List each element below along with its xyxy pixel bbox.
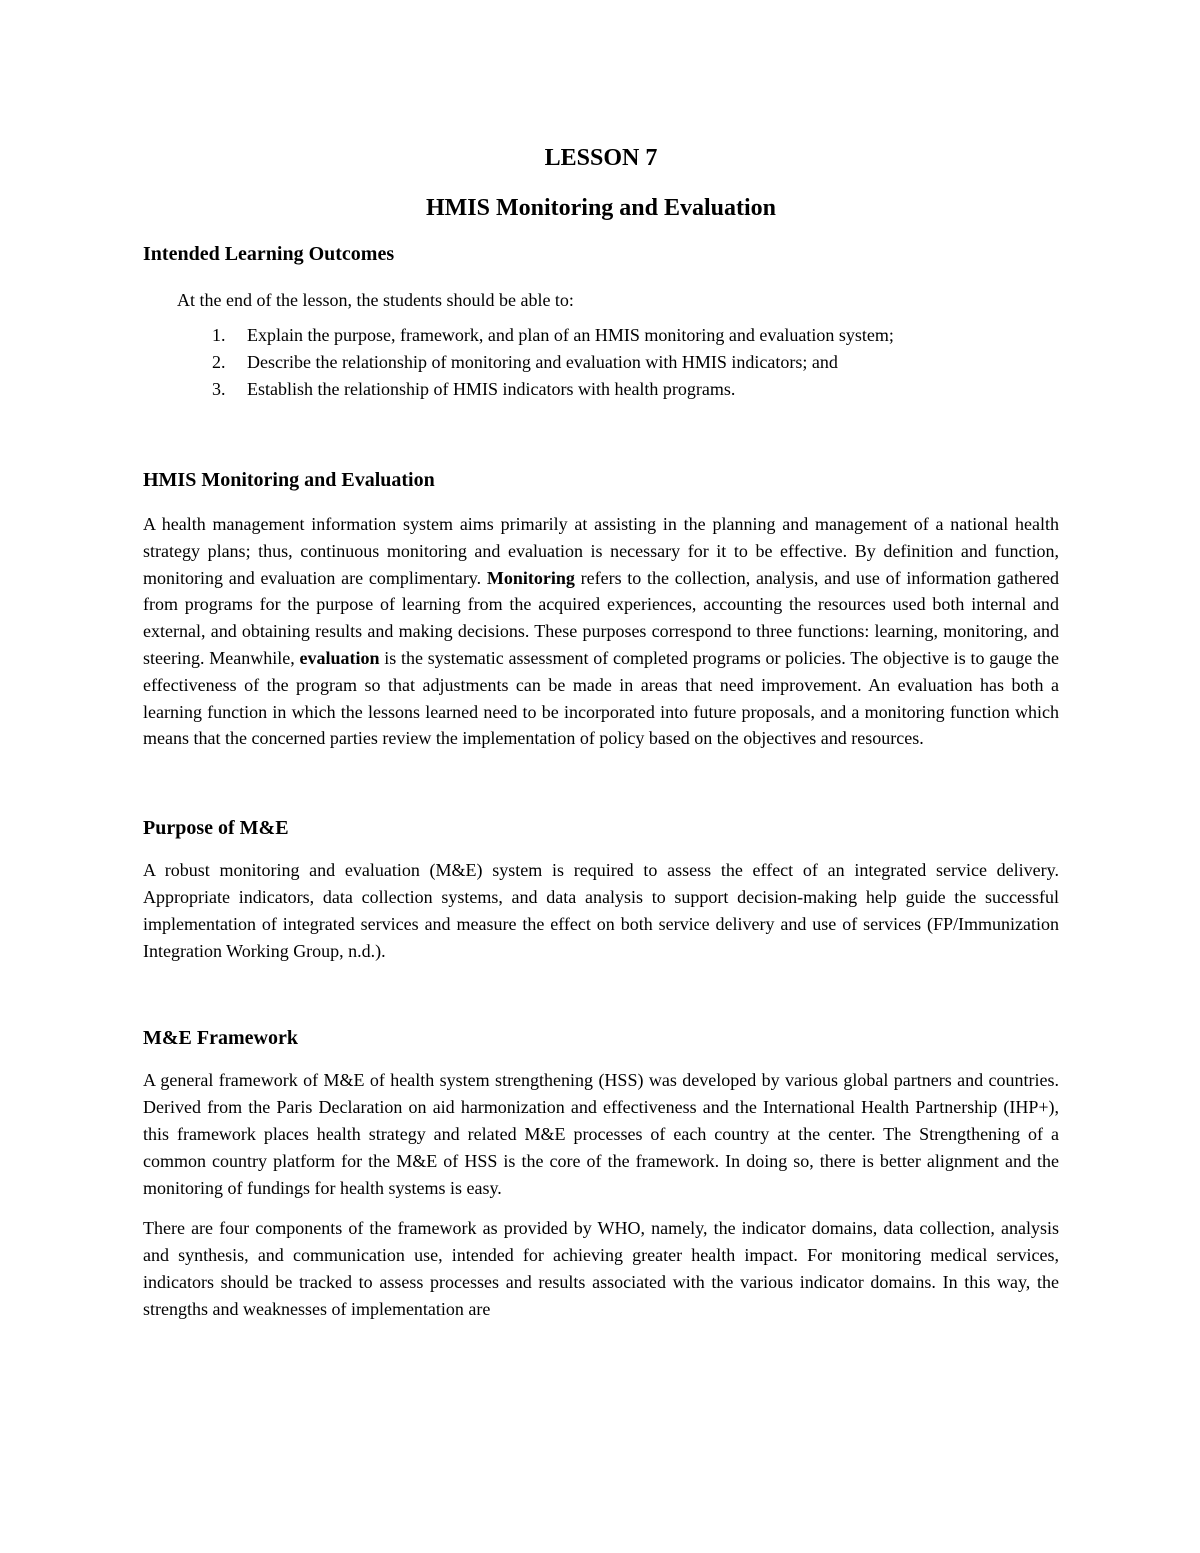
- lesson-title: HMIS Monitoring and Evaluation: [425, 195, 777, 221]
- list-item: [143, 322, 1059, 349]
- text-run: refers to the collection, analysis, and use of information gathered from programs for the purpose of learning from the acquired experiences, accounting the resources used both internal and external, and obtaining results and making decisions. These purposes correspond to three functions: learning, monitoring, and steering. Meanwhile,: [143, 567, 1059, 668]
- outcomes-list: [143, 322, 1059, 403]
- section-heading-me: HMIS Monitoring and Evaluation: [143, 469, 435, 491]
- list-item: [143, 376, 1059, 403]
- list-item-number: 1.: [212, 325, 226, 345]
- section-me-paragraph: [143, 511, 1059, 752]
- list-item: [143, 349, 1059, 376]
- lesson-label: LESSON 7: [544, 145, 658, 171]
- ilo-intro: At the end of the lesson, the students should be able to:: [177, 290, 574, 310]
- section-heading-purpose: Purpose of M&E: [143, 817, 289, 840]
- ilo-heading: Intended Learning Outcomes: [143, 243, 395, 265]
- term-monitoring: Monitoring: [486, 567, 575, 588]
- list-item-text: Explain the purpose, framework, and plan of an HMIS monitoring and evaluation system;: [247, 325, 894, 345]
- section-heading-framework: M&E Framework: [143, 1027, 298, 1050]
- section-framework-paragraph-1: A general framework of M&E of health system strengthening (HSS) was developed by various global partners and countries. Derived from the Paris Declaration on aid harmonization and effectiveness and the International Health Partnership (IHP+), this framework places health strategy and related M&E processes of each country at the center. The Strengthening of a common country platform for the M&E of HSS is the core of the framework. In doing so, there is better alignment and the monitoring of fundings for health systems is easy.: [143, 1070, 1059, 1198]
- section-purpose-paragraph: A robust monitoring and evaluation (M&E) system is required to assess the effect of an integrated service delivery. Appropriate indicators, data collection systems, and data analysis to support decision-making help guide the successful implementation of integrated services and measure the effect on both service delivery and use of services (FP/Immunization Integration Working Group, n.d.).: [143, 860, 1059, 961]
- section-framework-paragraph-2: There are four components of the framework as provided by WHO, namely, the indicator domains, data collection, analysis and synthesis, and communication use, intended for achieving greater health impact. For monitoring medical services, indicators should be tracked to assess processes and results associated with the various indicator domains. In this way, the strengths and weaknesses of implementation are: [143, 1218, 1059, 1319]
- list-item-number: 2.: [212, 352, 226, 372]
- term-evaluation: evaluation: [299, 647, 380, 668]
- list-item-text: Describe the relationship of monitoring and evaluation with HMIS indicators; and: [247, 352, 838, 372]
- document-page: [143, 140, 1059, 1323]
- text-run: is the systematic assessment of completed programs or policies. The objective is to gauge the effectiveness of the program so that adjustments can be made in areas that need improvement. An evaluation has both a learning function in which the lessons learned need to be incorporated into future proposals, and a monitoring function which means that the concerned parties review the implementation of policy based on the objectives and resources.: [143, 647, 1059, 749]
- list-item-number: 3.: [212, 379, 226, 399]
- text-run: A health management information system aims primarily at assisting in the planning and management of a national health strategy plans; thus, continuous monitoring and evaluation is necessary for it to be effective. By definition and function, monitoring and evaluation are complimentary.: [143, 514, 1059, 588]
- list-item-text: Establish the relationship of HMIS indicators with health programs.: [247, 379, 736, 399]
